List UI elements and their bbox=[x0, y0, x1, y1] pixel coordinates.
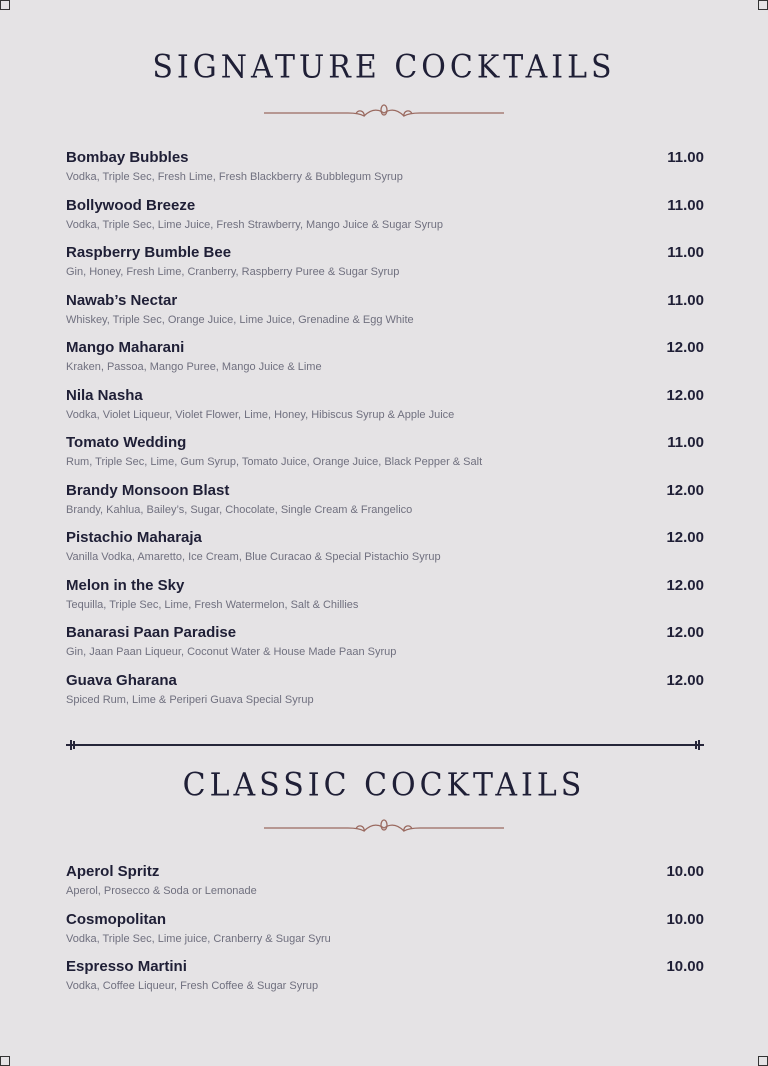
menu-item bbox=[66, 482, 704, 517]
ornament-flourish-icon bbox=[264, 104, 504, 122]
item-description: Vodka, Coffee Liqueur, Fresh Coffee & Sugar Syrup bbox=[66, 980, 319, 992]
menu-item bbox=[66, 197, 704, 232]
item-name: Pistachio Maharaja bbox=[66, 529, 202, 546]
item-description: Brandy, Kahlua, Bailey’s, Sugar, Chocolate, Single Cream & Frangelico bbox=[66, 503, 413, 516]
item-description: Aperol, Prosecco & Soda or Lemonade bbox=[66, 885, 257, 897]
item-name: Mango Maharani bbox=[66, 339, 185, 356]
menu-item bbox=[66, 672, 704, 707]
menu-item bbox=[66, 244, 704, 279]
item-description: Rum, Triple Sec, Lime, Gum Syrup, Tomato Juice, Orange Juice, Black Pepper & Salt bbox=[66, 456, 483, 468]
item-description: Gin, Jaan Paan Liqueur, Coconut Water & House Made Paan Syrup bbox=[66, 646, 397, 658]
item-description: Vodka, Triple Sec, Fresh Lime, Fresh Blackberry & Bubblegum Syrup bbox=[66, 171, 403, 183]
item-name: Cosmopolitan bbox=[66, 910, 166, 928]
item-price: 12.00 bbox=[666, 671, 704, 689]
item-description: Spiced Rum, Lime & Periperi Guava Special Syrup bbox=[66, 693, 314, 706]
menu-item bbox=[66, 529, 704, 564]
menu-item bbox=[66, 624, 704, 659]
item-name: Raspberry Bumble Bee bbox=[66, 244, 232, 261]
item-description: Vodka, Triple Sec, Lime juice, Cranberry & Sugar Syru bbox=[66, 932, 331, 945]
menu-item bbox=[66, 958, 704, 993]
item-name: Aperol Spritz bbox=[66, 863, 160, 880]
item-name: Espresso Martini bbox=[66, 958, 187, 975]
item-name: Nila Nasha bbox=[66, 386, 143, 404]
item-price: 11.00 bbox=[667, 244, 704, 261]
item-price: 10.00 bbox=[666, 910, 704, 928]
item-price: 11.00 bbox=[667, 291, 704, 309]
menu-item bbox=[66, 387, 704, 422]
item-price: 11.00 bbox=[667, 196, 704, 214]
item-price: 11.00 bbox=[667, 434, 704, 451]
item-name: Nawab’s Nectar bbox=[66, 291, 178, 309]
item-price: 12.00 bbox=[666, 576, 704, 594]
item-price: 12.00 bbox=[666, 386, 704, 404]
menu-item bbox=[66, 577, 704, 612]
section-title-signature: SIGNATURE COCKTAILS bbox=[152, 49, 616, 86]
item-name: Guava Gharana bbox=[66, 671, 177, 689]
crop-mark-bottom-right bbox=[758, 1056, 768, 1066]
item-price: 11.00 bbox=[667, 149, 704, 166]
item-price: 10.00 bbox=[666, 863, 704, 880]
menu-item bbox=[66, 911, 704, 946]
section-divider bbox=[66, 738, 704, 752]
item-price: 12.00 bbox=[666, 339, 704, 356]
item-description: Vodka, Triple Sec, Lime Juice, Fresh Strawberry, Mango Juice & Sugar Syrup bbox=[66, 218, 444, 231]
item-description: Whiskey, Triple Sec, Orange Juice, Lime Juice, Grenadine & Egg White bbox=[66, 313, 414, 326]
item-description: Vanilla Vodka, Amaretto, Ice Cream, Blue Curacao & Special Pistachio Syrup bbox=[66, 551, 441, 563]
item-description: Tequilla, Triple Sec, Lime, Fresh Watermelon, Salt & Chillies bbox=[66, 598, 359, 611]
section-title-classic: CLASSIC COCKTAILS bbox=[182, 767, 586, 804]
menu-item bbox=[66, 863, 704, 898]
item-description: Kraken, Passoa, Mango Puree, Mango Juice & Lime bbox=[66, 361, 322, 373]
item-price: 12.00 bbox=[666, 624, 704, 641]
item-name: Banarasi Paan Paradise bbox=[66, 624, 237, 641]
menu-item bbox=[66, 292, 704, 327]
crop-mark-bottom-left bbox=[0, 1056, 10, 1066]
ornament-flourish-icon bbox=[264, 819, 504, 837]
item-name: Brandy Monsoon Blast bbox=[66, 481, 230, 499]
crop-mark-top-right bbox=[758, 0, 768, 10]
menu-item bbox=[66, 434, 704, 469]
item-price: 12.00 bbox=[666, 529, 704, 546]
menu-item bbox=[66, 149, 704, 184]
crop-mark-top-left bbox=[0, 0, 10, 10]
item-name: Melon in the Sky bbox=[66, 576, 185, 594]
item-description: Vodka, Violet Liqueur, Violet Flower, Lime, Honey, Hibiscus Syrup & Apple Juice bbox=[66, 408, 455, 421]
item-price: 12.00 bbox=[666, 481, 704, 499]
item-name: Tomato Wedding bbox=[66, 434, 187, 451]
menu-item bbox=[66, 339, 704, 374]
item-price: 10.00 bbox=[666, 958, 704, 975]
item-description: Gin, Honey, Fresh Lime, Cranberry, Raspberry Puree & Sugar Syrup bbox=[66, 266, 400, 278]
item-name: Bombay Bubbles bbox=[66, 149, 189, 166]
item-name: Bollywood Breeze bbox=[66, 196, 196, 214]
